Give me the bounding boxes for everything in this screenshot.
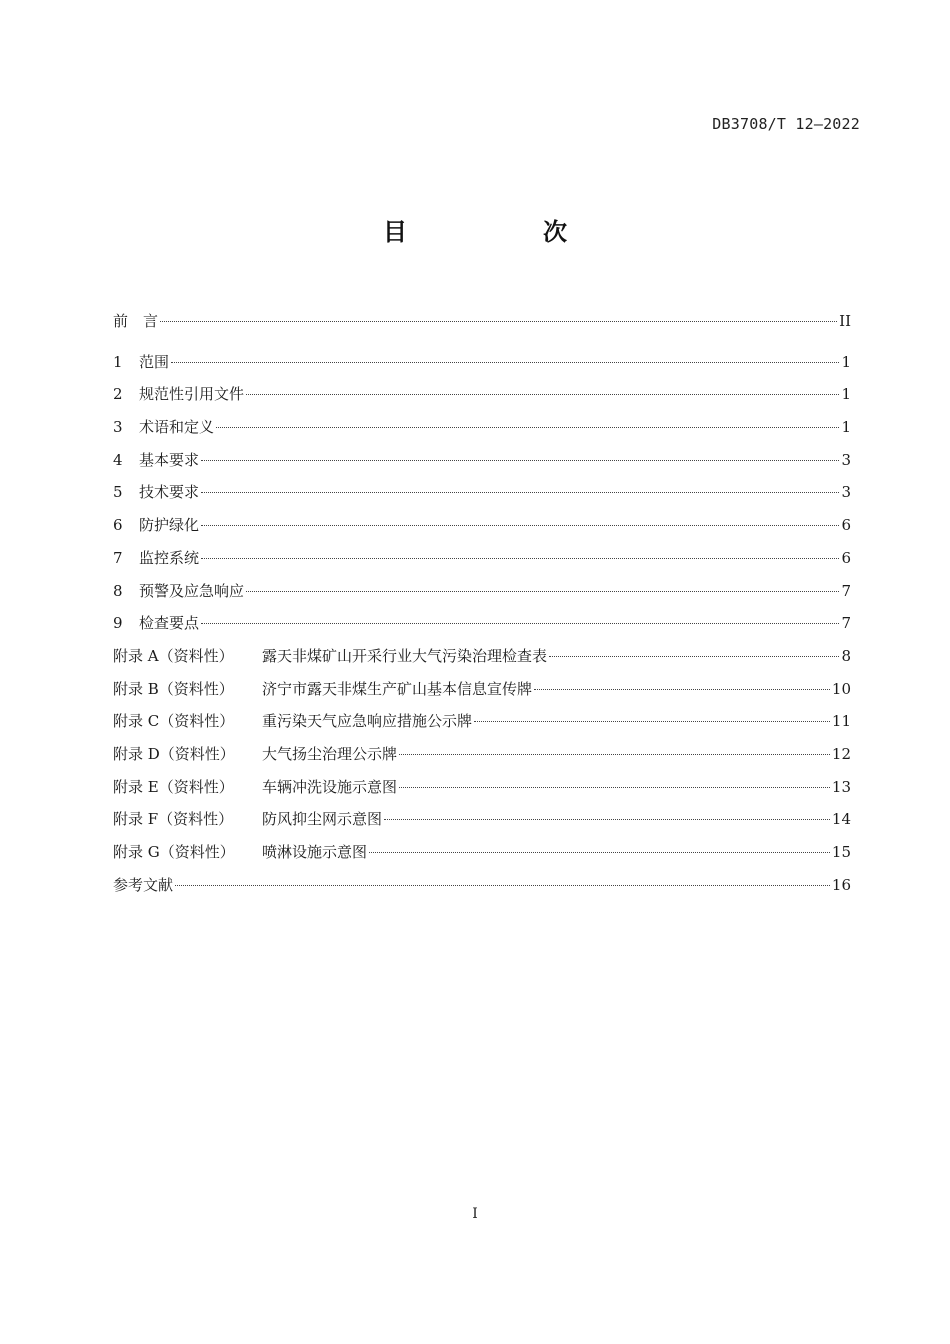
section-number: 8	[113, 581, 123, 600]
toc-page-number: II	[839, 312, 851, 330]
leader-dots	[246, 394, 839, 395]
section-number: 5	[113, 483, 123, 502]
standard-code: DB3708/T 12—2022	[712, 115, 860, 133]
leader-dots	[171, 362, 839, 363]
leader-dots	[534, 689, 830, 690]
section-title: 技术要求	[139, 483, 200, 502]
toc-page-number: 7	[841, 614, 851, 633]
section-number: 9	[113, 614, 123, 633]
section-number: 1	[113, 352, 123, 371]
section-title: 规范性引用文件	[139, 385, 245, 404]
page-number: I	[472, 1206, 478, 1222]
toc-entry-section[interactable]	[113, 514, 851, 547]
section-number: 3	[113, 418, 123, 437]
toc-entry-section[interactable]	[113, 351, 851, 384]
section-number: 4	[113, 450, 123, 469]
appendix-title: 露天非煤矿山开采行业大气污染治理检查表	[262, 646, 548, 665]
toc-page-number: 11	[831, 712, 851, 731]
toc-entry-label: 参考文献	[113, 875, 174, 894]
toc-entry-section[interactable]	[113, 547, 851, 580]
toc-entry-section[interactable]	[113, 580, 851, 613]
toc-page-number: 8	[841, 646, 851, 665]
leader-dots	[175, 885, 830, 886]
toc-page-number: 14	[831, 810, 851, 829]
leader-dots	[201, 460, 839, 461]
section-number: 7	[113, 548, 123, 567]
section-title: 监控系统	[139, 548, 200, 567]
toc-title: 目 次	[383, 218, 623, 246]
toc-page-number: 3	[841, 450, 851, 469]
toc-entry-foreword[interactable]	[113, 310, 851, 343]
toc-page-number: 16	[831, 875, 851, 894]
leader-dots	[369, 852, 830, 853]
section-number: 2	[113, 385, 123, 404]
appendix-title: 重污染天气应急响应措施公示牌	[262, 712, 473, 731]
leader-dots	[474, 721, 830, 722]
appendix-label: 附录 A（资料性）	[113, 646, 234, 665]
section-title: 预警及应急响应	[139, 581, 245, 600]
leader-dots	[201, 525, 839, 526]
toc-page-number: 6	[841, 516, 851, 535]
appendix-label: 附录 E（资料性）	[113, 777, 234, 796]
leader-dots	[384, 819, 830, 820]
toc-page-number: 7	[841, 581, 851, 600]
toc-entry-references[interactable]	[113, 874, 851, 907]
appendix-title: 防风抑尘网示意图	[262, 810, 383, 829]
table-of-contents	[113, 310, 851, 906]
appendix-title: 济宁市露天非煤生产矿山基本信息宣传牌	[262, 679, 533, 698]
appendix-label: 附录 F（资料性）	[113, 810, 234, 829]
toc-page-number: 1	[841, 352, 851, 371]
appendix-label: 附录 D（资料性）	[113, 744, 235, 763]
appendix-label: 附录 B（资料性）	[113, 679, 234, 698]
toc-entry-label: 前 言	[113, 312, 159, 330]
leader-dots	[216, 427, 839, 428]
toc-page-number: 12	[831, 744, 851, 763]
toc-entry-appendix[interactable]	[113, 645, 851, 678]
toc-page-number: 15	[831, 843, 851, 861]
appendix-label: 附录 C（资料性）	[113, 712, 235, 731]
toc-entry-section[interactable]	[113, 612, 851, 645]
toc-page-number: 3	[841, 483, 851, 502]
toc-entry-section[interactable]	[113, 449, 851, 482]
toc-entry-section[interactable]	[113, 416, 851, 449]
leader-dots	[399, 787, 830, 788]
leader-dots	[160, 321, 837, 322]
toc-page-number: 6	[841, 548, 851, 567]
toc-page-number: 1	[841, 418, 851, 437]
toc-entry-appendix[interactable]	[113, 743, 851, 776]
section-title: 检查要点	[139, 614, 200, 633]
appendix-title: 喷淋设施示意图	[262, 843, 368, 861]
section-title: 范围	[139, 352, 170, 371]
toc-entry-section[interactable]	[113, 383, 851, 416]
section-title: 基本要求	[139, 450, 200, 469]
appendix-title: 大气扬尘治理公示牌	[262, 744, 398, 763]
toc-entry-appendix[interactable]	[113, 808, 851, 841]
appendix-label: 附录 G（资料性）	[113, 843, 235, 861]
leader-dots	[399, 754, 830, 755]
toc-entry-section[interactable]	[113, 481, 851, 514]
leader-dots	[246, 591, 839, 592]
section-title: 防护绿化	[139, 516, 200, 535]
toc-entry-appendix[interactable]	[113, 678, 851, 711]
section-number: 6	[113, 516, 123, 535]
section-title: 术语和定义	[139, 418, 215, 437]
toc-page-number: 10	[831, 679, 851, 698]
leader-dots	[201, 623, 839, 624]
leader-dots	[201, 492, 839, 493]
toc-entry-appendix[interactable]	[113, 710, 851, 743]
appendix-title: 车辆冲洗设施示意图	[262, 777, 398, 796]
toc-page-number: 1	[841, 385, 851, 404]
toc-page-number: 13	[831, 777, 851, 796]
toc-entry-appendix[interactable]	[113, 776, 851, 809]
leader-dots	[201, 558, 839, 559]
toc-entry-appendix[interactable]	[113, 841, 851, 874]
leader-dots	[549, 656, 839, 657]
